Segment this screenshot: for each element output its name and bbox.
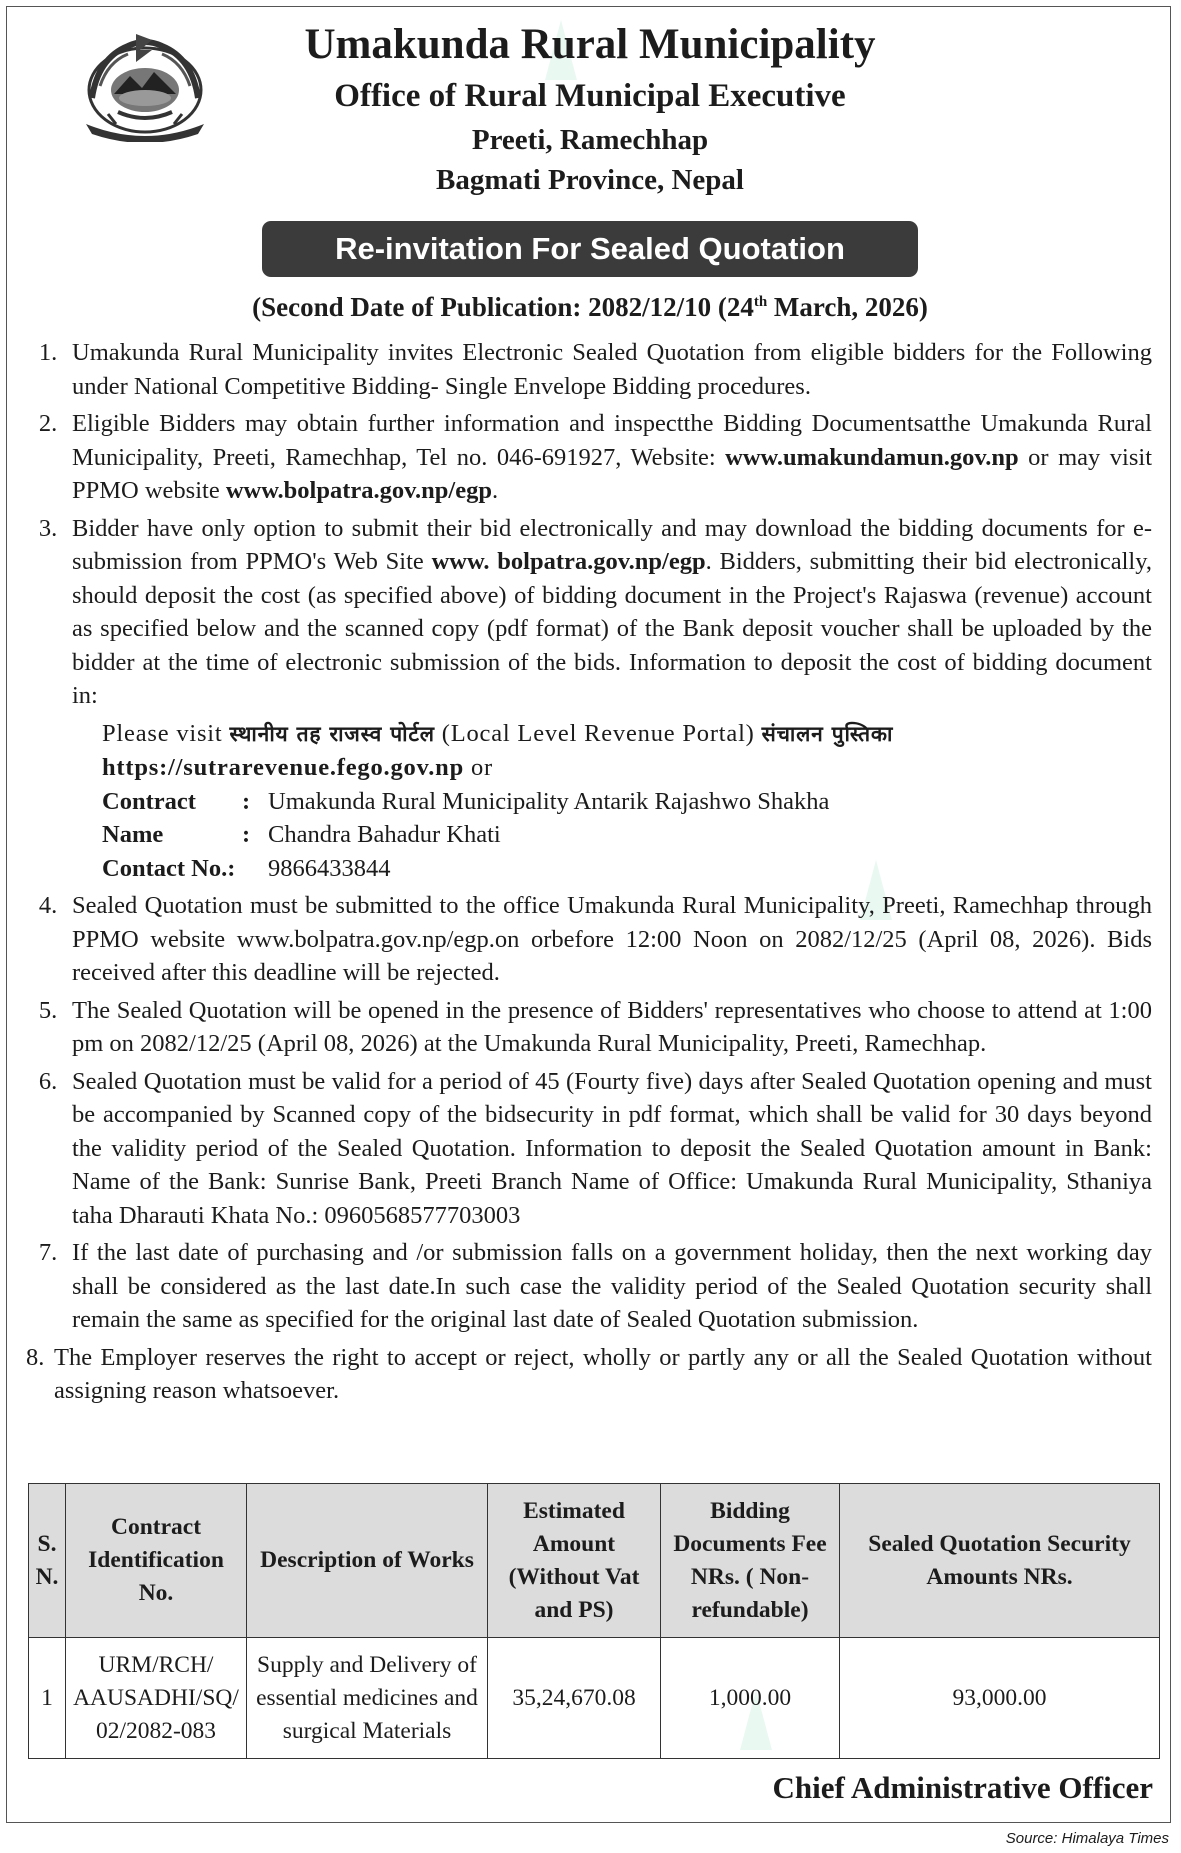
- office-name: Office of Rural Municipal Executive: [334, 78, 846, 114]
- municipality-name: Umakunda Rural Municipality: [304, 21, 876, 68]
- header-estimated-amount: Estimated Amount (Without Vat and PS): [488, 1484, 661, 1638]
- list-item: 4. Sealed Quotation must be submitted to the office Umakunda Rural Municipality, Preeti, Ramechhap through PPMO website www.bolpatra.gov.np/egp.on orbefore 12:00 Noon on 2082/12/25 (April 08, 2026). Bids received after this deadline will be rejected.: [38, 892, 1152, 986]
- header-contract-id: Contract Identification No.: [66, 1484, 247, 1638]
- office-province: Bagmati Province, Nepal: [436, 164, 744, 196]
- bolpatra-link[interactable]: www. bolpatra.gov.np/egp: [431, 548, 706, 575]
- cell-estimated-amount: 35,24,670.08: [488, 1638, 661, 1759]
- cell-security-amount: 93,000.00: [840, 1638, 1160, 1759]
- notice-items: [24, 336, 1152, 1412]
- cell-contract-id: URM/RCH/ AAUSADHI/SQ/ 02/2082-083: [66, 1638, 247, 1759]
- header-bidding-fee: Bidding Documents Fee NRs. ( Non-refundable): [661, 1484, 840, 1638]
- source-credit: Source: Himalaya Times: [1005, 1830, 1169, 1847]
- list-item: 8. The Employer reserves the right to accept or reject, wholly or partly any or all the Sealed Quotation without assigning reason whatsoever.: [26, 1343, 1152, 1404]
- table-header-row: [29, 1484, 1160, 1638]
- publication-date: (Second Date of Publication: 2082/12/10 (24th March, 2026): [252, 292, 928, 322]
- list-item: 1. Umakunda Rural Municipality invites Electronic Sealed Quotation from eligible bidders for the Following under National Competitive Bidding- Single Envelope Bidding procedures.: [38, 339, 1152, 400]
- list-item: 3. Bidder have only option to submit their bid electronically and may download the bidding documents for e-submission from PPMO's Web Site www. bolpatra.gov.np/egp. Bidders, submitting their bid electronically, should deposit the cost (as specified above) of bidding document in the Project's Rajaswa (revenue) account as specified below and the scanned copy (pdf format) of the Bank deposit voucher shall be uploaded by the bidder at the time of electronic submission of the bids. Information to deposit the cost of bidding document in: Please visit स्थानीय तह राजस्व पोर्टल (Local Level Revenue Portal) संचालन पुस्तिका https://sutrarevenue.fego.gov.np or Contract : Umakunda Rural Municipality Antarik Rajashwo Shakha Name : Chandra Bahadur Khati Contact No.: 9866433844: [24, 512, 1152, 886]
- table-row: [29, 1638, 1160, 1759]
- signature-title: Chief Administrative Officer: [772, 1770, 1153, 1805]
- cell-bidding-fee: 1,000.00: [661, 1638, 840, 1759]
- contract-row: Contract : Umakunda Rural Municipality Antarik Rajashwo Shakha: [102, 787, 830, 815]
- notice-title: Re-invitation For Sealed Quotation: [262, 221, 918, 277]
- list-item: 2. Eligible Bidders may obtain further information and inspectthe Bidding Documentsatthe Umakunda Rural Municipality, Preeti, Ramechhap, Tel no. 046-691927, Website: www.umakundamun.gov.np or may visit PPMO website www.bolpatra.gov.np/egp.: [38, 410, 1153, 504]
- cell-sn: 1: [29, 1638, 66, 1759]
- list-item: 7. If the last date of purchasing and /or submission falls on a government holiday, then the next working day shall be considered as the last date.In such case the validity period of the Sealed Quotation security shall remain the same as specified for the original last date of Sealed Quotation submission.: [38, 1239, 1152, 1333]
- name-row: Name : Chandra Bahadur Khati: [102, 821, 501, 848]
- cell-description: Supply and Delivery of essential medicines and surgical Materials: [247, 1638, 488, 1759]
- works-table: [28, 1483, 1160, 1759]
- header-security-amount: Sealed Quotation Security Amounts NRs.: [840, 1484, 1160, 1638]
- ppmo-link[interactable]: www.bolpatra.gov.np/egp: [225, 477, 492, 504]
- office-location: Preeti, Ramechhap: [471, 124, 709, 156]
- header-description: Description of Works: [247, 1484, 488, 1638]
- website-link[interactable]: www.umakundamun.gov.np: [725, 443, 1019, 471]
- header-sn: S. N.: [29, 1484, 66, 1638]
- list-item: 6. Sealed Quotation must be valid for a period of 45 (Fourty five) days after Sealed Quotation opening and must be accompanied by Scanned copy of the bidsecurity in pdf format, which shall be valid for 30 days beyond the validity period of the Sealed Quotation. Information to deposit the Sealed Quotation amount in Bank: Name of the Bank: Sunrise Bank, Preeti Branch Name of Office: Umakunda Rural Municipality, Sthaniya taha Dharauti Khata No.: 0960568577703003: [38, 1067, 1152, 1229]
- list-item: 5. The Sealed Quotation will be opened in the presence of Bidders' representatives who choose to attend at 1:00 pm on 2082/12/25 (April 08, 2026) at the Umakunda Rural Municipality, Preeti, Ramechhap.: [38, 996, 1152, 1057]
- contact-row: Contact No.: 9866433844: [102, 854, 391, 882]
- deposit-info: Please visit स्थानीय तह राजस्व पोर्टल (Local Level Revenue Portal) संचालन पुस्तिका https://sutrarevenue.fego.gov.np or Contract : Umakunda Rural Municipality Antarik Rajashwo Shakha Name : Chandra Bahadur Khati Contact No.: 9866433844: [102, 717, 1152, 886]
- revenue-portal-link[interactable]: https://sutrarevenue.fego.gov.np: [102, 754, 465, 781]
